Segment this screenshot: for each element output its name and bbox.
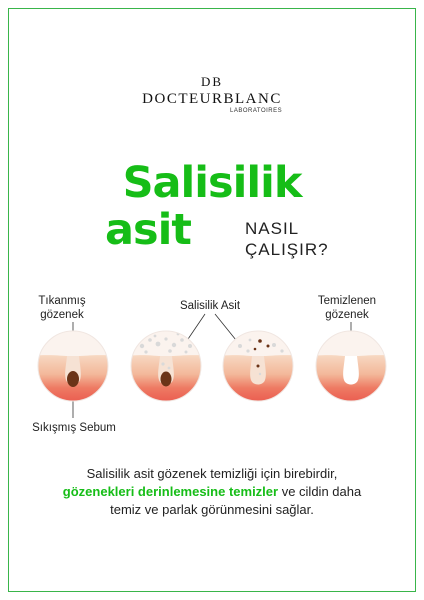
logo-brand: DOCTEURBLANC [142, 91, 282, 107]
logo-initials: DB [200, 74, 224, 89]
title-question-line2: ÇALIŞIR? [245, 240, 329, 259]
description-line2-rest: ve cildin daha [278, 484, 362, 499]
logo-subtitle: LABORATOIRES [230, 108, 283, 114]
title-line1: Salisilik [122, 158, 302, 208]
description-line3: temiz ve parlak görünmesini sağlar. [110, 502, 314, 517]
description-line1: Salisilik asit gözenek temizliği için birebirdir, [86, 466, 338, 481]
title-line2: asit [105, 205, 191, 255]
label-cleaned-line2: gözenek [325, 309, 369, 321]
label-clogged-line2: gözenek [40, 309, 84, 321]
description-highlight: gözenekleri derinlemesine temizler [62, 484, 279, 499]
description-line2 [0, 483, 424, 501]
title-question-line1: NASIL [245, 219, 300, 238]
description [0, 465, 424, 519]
label-sebum: Sıkışmış Sebum [32, 422, 116, 434]
label-salicylic: Salisilik Asit [179, 300, 241, 312]
label-clogged-line1: Tıkanmış [38, 295, 86, 307]
label-cleaned-line1: Temizlenen [317, 295, 377, 307]
